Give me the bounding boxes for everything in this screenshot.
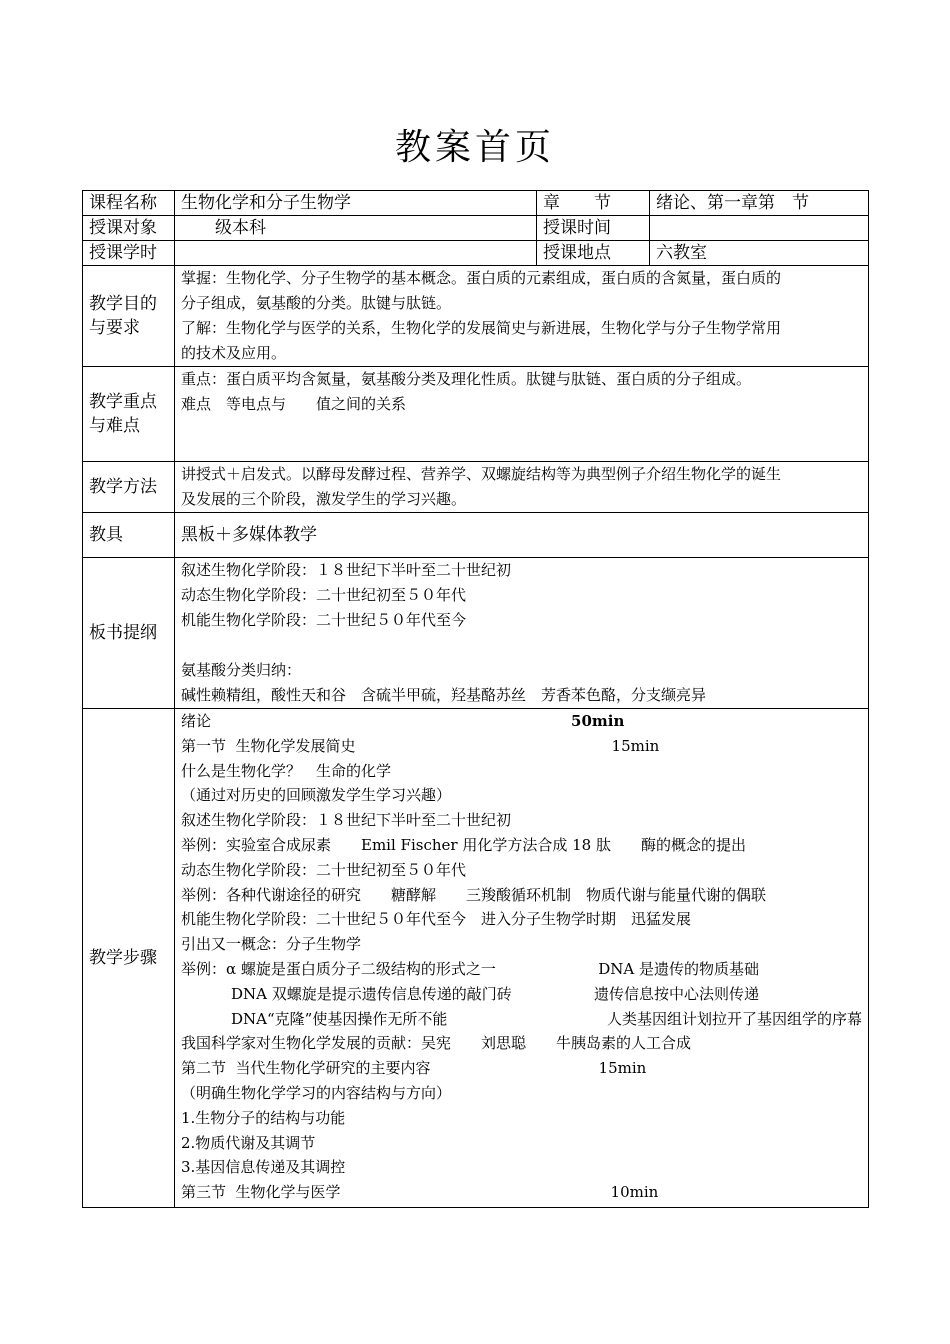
- board-line: 动态生物化学阶段：二十世纪初至５０年代: [181, 586, 467, 604]
- steps-line: （通过对历史的回顾激发学生学习兴趣）: [181, 786, 452, 805]
- steps-line: 叙述生物化学阶段：１８世纪下半叶至二十世纪初: [181, 811, 512, 830]
- row-key-points: [83, 367, 869, 462]
- example-line-left: 举例：α 螺旋是蛋白质分子二级结构的形式之一: [181, 959, 496, 978]
- steps-line: [181, 982, 862, 1007]
- place-label: 授课地点: [537, 241, 650, 266]
- steps-line: [181, 1007, 862, 1032]
- row-methods: [83, 462, 869, 513]
- row-goals: [83, 266, 869, 367]
- goals-line: 掌握：生物化学、分子生物学的基本概念。蛋白质的元素组成，蛋白质的含氮量，蛋白质的: [181, 269, 782, 287]
- hours-value: [175, 241, 537, 266]
- row-board: [83, 558, 869, 709]
- row-course: [83, 191, 869, 216]
- goals-line: 了解：生物化学与医学的关系，生物化学的发展简史与新进展，生物化学与分子生物学常用: [181, 319, 782, 337]
- place-value: 六教室: [650, 241, 869, 266]
- goals-line: 分子组成，氨基酸的分类。肽键与肽链。: [181, 294, 452, 312]
- audience-value: 级本科: [175, 216, 537, 241]
- board-content: [175, 558, 869, 709]
- goals-line: 的技术及应用。: [181, 344, 287, 362]
- row-steps: [83, 709, 869, 1208]
- course-value: 生物化学和分子生物学: [175, 191, 537, 216]
- steps-line: 3.基因信息传递及其调控: [181, 1158, 346, 1177]
- steps-line: 引出又一概念：分子生物学: [181, 935, 362, 954]
- hours-label: 授课学时: [83, 241, 175, 266]
- goals-label: 教学目的与要求: [83, 266, 175, 367]
- methods-content: [175, 462, 869, 513]
- section-2-heading: 第二节 当代生物化学研究的主要内容: [181, 1059, 431, 1078]
- methods-line: 讲授式＋启发式。以酵母发酵过程、营养学、双螺旋结构等为典型例子介绍生物化学的诞生: [181, 465, 782, 483]
- page-title: 教案首页: [394, 127, 555, 168]
- steps-line: [181, 734, 862, 759]
- example-line-right: 人类基因组计划拉开了基因组学的序幕: [606, 1009, 862, 1028]
- example-line-right: 遗传信息按中心法则传递: [593, 984, 759, 1003]
- steps-line: 动态生物化学阶段：二十世纪初至５０年代: [181, 860, 467, 879]
- steps-content: [175, 709, 869, 1208]
- time-label: 授课时间: [537, 216, 650, 241]
- board-line: 叙述生物化学阶段：１８世纪下半叶至二十世纪初: [181, 561, 512, 579]
- chapter-label: 章 节: [537, 191, 650, 216]
- key-points-line: 难点 等电点与 值之间的关系: [181, 395, 407, 413]
- board-label: 板书提纲: [83, 558, 175, 709]
- steps-label: 教学步骤: [83, 709, 175, 1208]
- section-3-heading: 第三节 生物化学与医学: [181, 1183, 341, 1202]
- steps-line: 我国科学家对生物化学发展的贡献：吴宪 刘思聪 牛胰岛素的人工合成: [181, 1034, 692, 1053]
- tools-label: 教具: [83, 513, 175, 558]
- key-points-content: [175, 367, 869, 462]
- example-line-right: DNA 是遗传的物质基础: [598, 959, 759, 978]
- section-3-time: 10min: [610, 1183, 659, 1202]
- chapter-value: 绪论、第一章第 节: [650, 191, 869, 216]
- steps-line: [181, 709, 862, 734]
- steps-line: （明确生物化学学习的内容结构与方向）: [181, 1083, 452, 1102]
- course-label: 课程名称: [83, 191, 175, 216]
- intro-heading: 绪论: [181, 712, 212, 730]
- example-line-left: DNA“克隆”使基因操作无所不能: [231, 1009, 448, 1028]
- lesson-plan-table: [82, 190, 869, 1208]
- audience-label: 授课对象: [83, 216, 175, 241]
- goals-content: [175, 266, 869, 367]
- steps-line: 机能生物化学阶段：二十世纪５０年代至今 进入分子生物学时期 迅猛发展: [181, 910, 692, 929]
- key-points-line: 重点：蛋白质平均含氮量，氨基酸分类及理化性质。肽键与肽链、蛋白质的分子组成。: [181, 370, 752, 388]
- steps-line: [181, 957, 862, 982]
- key-points-label: 教学重点与难点: [83, 367, 175, 462]
- board-spacer: [181, 633, 862, 658]
- methods-line: 及发展的三个阶段，激发学生的学习兴趣。: [181, 490, 467, 508]
- row-audience: [83, 216, 869, 241]
- steps-line: 什么是生物化学？ 生命的化学: [181, 761, 392, 780]
- steps-line: 举例：实验室合成尿素 Emil Fischer 用化学方法合成 18 肽 酶的概念的提出: [181, 835, 746, 854]
- methods-label: 教学方法: [83, 462, 175, 513]
- time-value: [650, 216, 869, 241]
- board-line: 碱性赖精组，酸性天和谷 含硫半甲硫，羟基酪苏丝 芳香苯色酪，分支缬亮异: [181, 686, 707, 704]
- board-line: 氨基酸分类归纳：: [181, 661, 302, 679]
- steps-line: 举例：各种代谢途径的研究 糖酵解 三羧酸循环机制 物质代谢与能量代谢的偶联: [181, 885, 767, 904]
- steps-line: 2.物质代谢及其调节: [181, 1133, 316, 1152]
- section-1-time: 15min: [611, 736, 660, 755]
- intro-time: 50min: [571, 712, 625, 730]
- steps-line: [181, 1056, 862, 1081]
- example-line-left: DNA 双螺旋是提示遗传信息传递的敲门砖: [231, 984, 512, 1003]
- section-1-heading: 第一节 生物化学发展简史: [181, 736, 356, 755]
- row-tools: [83, 513, 869, 558]
- section-2-time: 15min: [598, 1059, 647, 1078]
- row-hours: [83, 241, 869, 266]
- tools-value: 黑板＋多媒体教学: [175, 513, 869, 558]
- steps-line: 1.生物分子的结构与功能: [181, 1108, 346, 1127]
- board-line: 机能生物化学阶段：二十世纪５０年代至今: [181, 611, 467, 629]
- steps-line: [181, 1180, 862, 1205]
